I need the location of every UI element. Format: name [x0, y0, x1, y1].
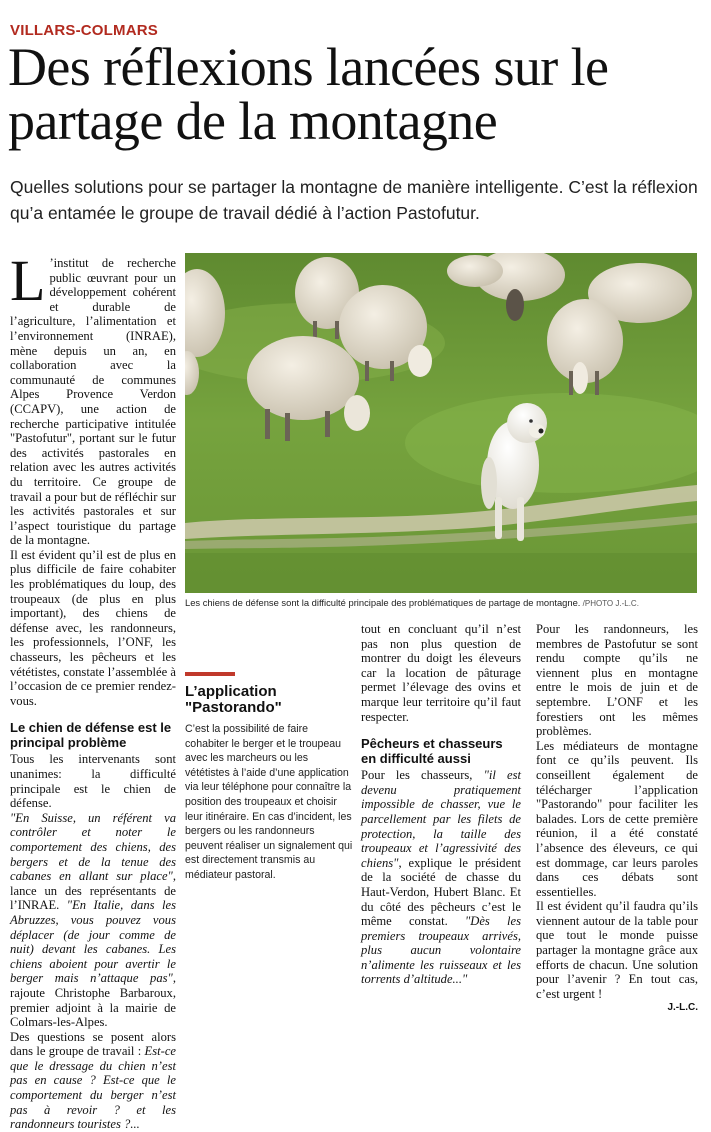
paragraph: tout en concluant qu’il n’est pas non plus question de montrer du doigt les éleveurs car la location de pâturage permet l’élevage des ovins et marque leur territoire qu’il faut respecter.	[361, 622, 521, 724]
paragraph: Pour les randonneurs, les membres de Pastofutur se sont rendu compte qu’ils ne viennent plus en montagne entre le mois de juin et de septembre. L’ONF et les forestiers ont les mêmes problèmes.	[536, 622, 698, 739]
body-column-1	[10, 248, 176, 1132]
paragraph: Il est évident qu’il est de plus en plus difficile de faire cohabiter les problématiques du loup, des troupeaux (de plus en plus important), des chiens de défense avec, les randonneurs, les professionnels, l’ONF, les chasseurs, les pêcheurs et les vététistes, constate l’assemblée à l’occasion de ce premier rendez-vous.	[10, 547, 176, 708]
quote: "En Italie, dans les Abruzzes, vous pouvez vous déplacer (de jour comme de nuit) devant les cabanes. Les chiens aboient pour avertir le berger mais n’attaque pas"	[10, 898, 176, 986]
subheading: Le chien de défense est le principal problème	[10, 720, 172, 751]
sidebar-text: C’est la possibilité de faire cohabiter le berger et le troupeau avec les marcheurs ou les vététistes à l’aide d’une application via leur téléphone pour connaître la position des troupeaux et choisir leur itinéraire. En cas d’incident, les bergers ou les randonneurs peuvent réaliser un signalement qui est directement transmis au médiateur pastoral.	[185, 723, 353, 881]
paragraph	[10, 1030, 176, 1132]
body-column-4	[536, 622, 698, 1016]
sheep-and-dog-photo	[185, 253, 697, 593]
quote: "Dès les premiers troupeaux arrivés, plus aucun volontaire n’alimente les ruisseaux et les torrents d’altitude..."	[361, 914, 521, 987]
text-run: Pour les chasseurs,	[361, 768, 484, 783]
paragraph	[361, 768, 521, 987]
paragraph	[10, 811, 176, 1030]
text-run: , rajoute Christophe Barbaroux, premier adjoint à la mairie de Colmars-les-Alpes.	[10, 971, 176, 1030]
text-run: , explique le président de la société de chasse du Haut-Verdon, Hubert Blanc. Et du côté des pêcheurs c’est le même constat.	[361, 855, 521, 929]
text-run: , lance un des représentants de l’INRAE.	[10, 869, 176, 913]
quote: Est-ce que le dressage du chien n’est pas en cause ? Est-ce que le comportement du berger n’est pas à revoir ? et les randonneurs touristes ?...	[10, 1044, 176, 1132]
headline: Des réflexions lancées sur le partage de la montagne	[8, 37, 609, 151]
drop-cap: L	[10, 248, 46, 313]
paragraph: Tous les intervenants sont unanimes: la difficulté principale est le chien de défense.	[10, 752, 176, 811]
quote: "il est devenu pratiquement impossible de chasser, vue le parcellement par les filets de protection, la taille des troupeaux et l’agressivité des chiens"	[361, 768, 521, 870]
accent-bar	[185, 672, 235, 676]
photo-credit: /PHOTO J.-L.C.	[580, 599, 639, 608]
lede: Quelles solutions pour se partager la montagne de manière intelligente. C’est la réflexion qu’a entamée le groupe de travail dédié à l’action Pastofutur.	[10, 177, 698, 223]
photo-caption	[185, 597, 705, 610]
body-column-3	[361, 622, 521, 987]
sidebar-box	[185, 672, 353, 883]
caption-text: Les chiens de défense sont la difficulté principale des problématiques de partage de montagne.	[185, 597, 581, 608]
paragraph: Les médiateurs de montagne font ce qu’ils peuvent. Ils conseillent également de télécharger l’application "Pastorando" pour faciliter les balades. Lors de cette première réunion, il a été constaté l’absence des éleveurs, ce qui est dommage, car leurs paroles dans ces débats sont essentielles.	[536, 738, 698, 899]
quote: "En Suisse, un référent va contrôler et noter le comportement des chiens, des bergers et de la tenue des cabanes en allant sur place"	[10, 810, 176, 884]
article-photo	[185, 253, 697, 593]
section-kicker: VILLARS-COLMARS	[10, 22, 158, 39]
author-signature: J.-L.C.	[667, 1002, 698, 1014]
subheading: Pêcheurs et chasseurs en difficulté aussi	[361, 736, 503, 767]
paragraph: Il est évident qu’il faudra qu’ils viennent autour de la table pour que tout le monde puisse partager la montagne grâce aux efforts de chacun. Une solution pour l’avenir ? En tout cas, c’est urgent !	[536, 899, 698, 1001]
text-run: Des questions se posent alors dans le groupe de travail :	[10, 1029, 176, 1059]
paragraph: ’institut de recherche public œuvrant pour un développement cohérent et durable de l’agriculture, l’alimentation et l’environnement (INRAE), mène depuis un an, en collaboration avec la communauté de communes Alpes Provence Verdon (CCAPV), une action de recherche participative intitulée "Pastofutur", portant sur le futur des activités pastorales en relation avec les autres activités du territoire. Ce groupe de travail a pour but de réfléchir sur les activités pastorales et sur l’aspect touristique du partage de la montagne.	[10, 256, 176, 548]
sidebar-title: L’application "Pastorando"	[185, 683, 282, 716]
